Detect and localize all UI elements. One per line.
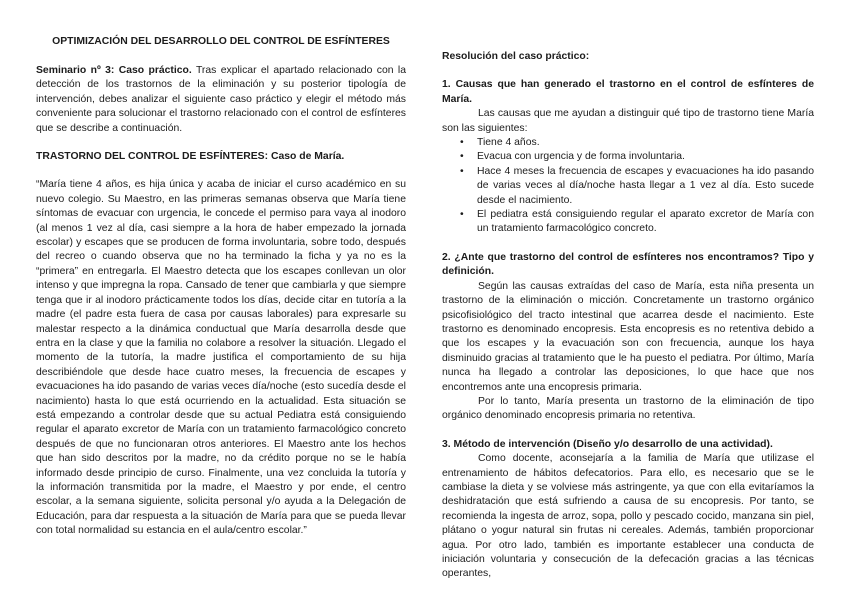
list-item — [442, 150, 814, 164]
q3-paragraph-1: Como docente, aconsejaría a la familia de María que utilizase el entrenamiento de hábitos defecatorios. Para ello, es necesario que se le cambiase la dieta y se volviese más astringente, ya que con ella evitaríamos la deshidratación que está sufriendo a causa de su encopresis. Por tanto, se recomienda la ingesta de arroz, sopa, pollo y pescado cocido, manzana sin piel, plátano o yogur natural sin frutas ni cereales. Además, también proporcionar agua. Por otro lado, también es importante establecer una conducta de iniciación voluntaria y consecución de la defecación gracias a las técnicas operantes, — [442, 453, 814, 580]
right-column — [442, 50, 814, 582]
bullet-text: Evacua con urgencia y de forma involuntaria. — [477, 151, 685, 163]
list-item — [442, 208, 814, 237]
q2-paragraph-2: Por lo tanto, María presenta un trastorno de la eliminación de tipo orgánico denominado encopresis primaria no retentiva. — [442, 395, 814, 422]
q1-heading: 1. Causas que han generado el trastorno en el control de esfínteres de María. — [442, 79, 814, 105]
seminar-text: Tras explicar el apartado relacionado con la detección de los trastornos de la eliminación y su posterior tipología de intervención, debes analizar el siguiente caso práctico y elegir el método más conveniente para solucionar el trastorno relacionado con el control de esfínteres que se describe a continuación. — [36, 65, 406, 134]
seminar-paragraph — [36, 64, 406, 136]
left-column — [36, 64, 406, 539]
list-item — [442, 136, 814, 150]
document-title: OPTIMIZACIÓN DEL DESARROLLO DEL CONTROL DE ESFÍNTERES — [52, 36, 390, 47]
q2-heading: 2. ¿Ante que trastorno del control de esfínteres nos encontramos? Tipo y definición. — [442, 251, 814, 278]
case-heading: TRASTORNO DEL CONTROL DE ESFÍNTERES: Caso de María. — [36, 151, 345, 163]
resolution-heading: Resolución del caso práctico: — [442, 51, 590, 62]
q2-paragraph-1: Según las causas extraídas del caso de María, esta niña presenta un trastorno de la eliminación o micción. Concretamente un trastorno orgánico psicofisiológico del tracto intestinal que acarrea desde el nacimiento. Este trastorno es denominado encopresis. Esta encopresis es no retentiva debido a que los escapes y la evacuación son con frecuencia, aunque los haya disminuido gracias al tratamiento que le ha puesto el pediatra. Por último, María nunca ha llegado a controlar las deposiciones, lo que hace que nos encontremos ante una encopresis primaria. — [442, 280, 814, 393]
bullet-text: Hace 4 meses la frecuencia de escapes y evacuaciones ha ido pasando de varias veces al día/noche hasta llegar a 1 vez al día. Esto sucede desde el nacimiento. — [477, 165, 814, 206]
bullet-icon: • — [460, 209, 464, 221]
list-item — [442, 165, 814, 208]
bullet-icon: • — [460, 165, 464, 177]
seminar-label: Seminario nº 3: Caso práctico. — [36, 65, 192, 76]
bullet-text: El pediatra está consiguiendo regular el aparato excretor de María con un tratamiento farmacológico concreto. — [477, 209, 814, 235]
q1-bullet-list — [442, 136, 814, 237]
bullet-icon: • — [460, 137, 464, 149]
case-text: “María tiene 4 años, es hija única y acaba de iniciar el curso académico en su nuevo colegio. Su Maestro, en las primeras semanas observa que María tiene síntomas de evacuar con urgencia, le concede el permiso para vaya al inodoro (al menos 1 vez al día, casi siempre a la hora de haber empezado la jornada escolar) y escapes que se producen de forma involuntaria, sobre todo, después del recreo o cuando observa que no ha terminado la ficha y ya no es la “primera” en entregarla. El Maestro detecta que los escapes conllevan un olor intenso y que impregna la ropa. Cansado de tener que cambiarla y que siempre tenga que ir al inodoro prácticamente todos los días, decide citar en tutoría a la madre (el padre esta fuera de casa por causas laborales) para expresarle su malestar respecto a la dinámica conductual que María desarrolla desde que entra en la clase y que la familia no colabore a resolver la situación. Llegado el momento de la tutoría, la madre justifica el comportamiento de su hija describiéndole que desde hace cuatro meses, la frecuencia de escapes y evacuaciones ha ido pasando de varias veces día/noche (esto sucedía desde el nacimiento) hasta lo que está ocurriendo en la actualidad. Esta situación se está empezando a controlar desde que su actual Pediatra está consiguiendo regular el aparato excretor de María con un tratamiento farmacológico concreto después de que no funcionaran otros anteriores. El Maestro ante los hechos que han sido descritos por la madre, no da crédito porque no se le había informado desde principio de curso. Finalmente, una vez concluida la tutoría y la información transmitida por la madre, el Maestro y por ende, el centro escolar, a la semana siguiente, solicita personal y/o ayuda a la Delegación de Educación, para dar respuesta a la situación de María para que se pueda llevar con total normalidad su estancia en el aula/centro escolar.” — [36, 179, 406, 537]
bullet-icon: • — [460, 151, 464, 163]
bullet-text: Tiene 4 años. — [477, 137, 540, 149]
q1-intro: Las causas que me ayudan a distinguir qué tipo de trastorno tiene María son las siguientes: — [442, 108, 814, 134]
q3-heading: 3. Método de intervención (Diseño y/o desarrollo de una actividad). — [442, 438, 773, 450]
